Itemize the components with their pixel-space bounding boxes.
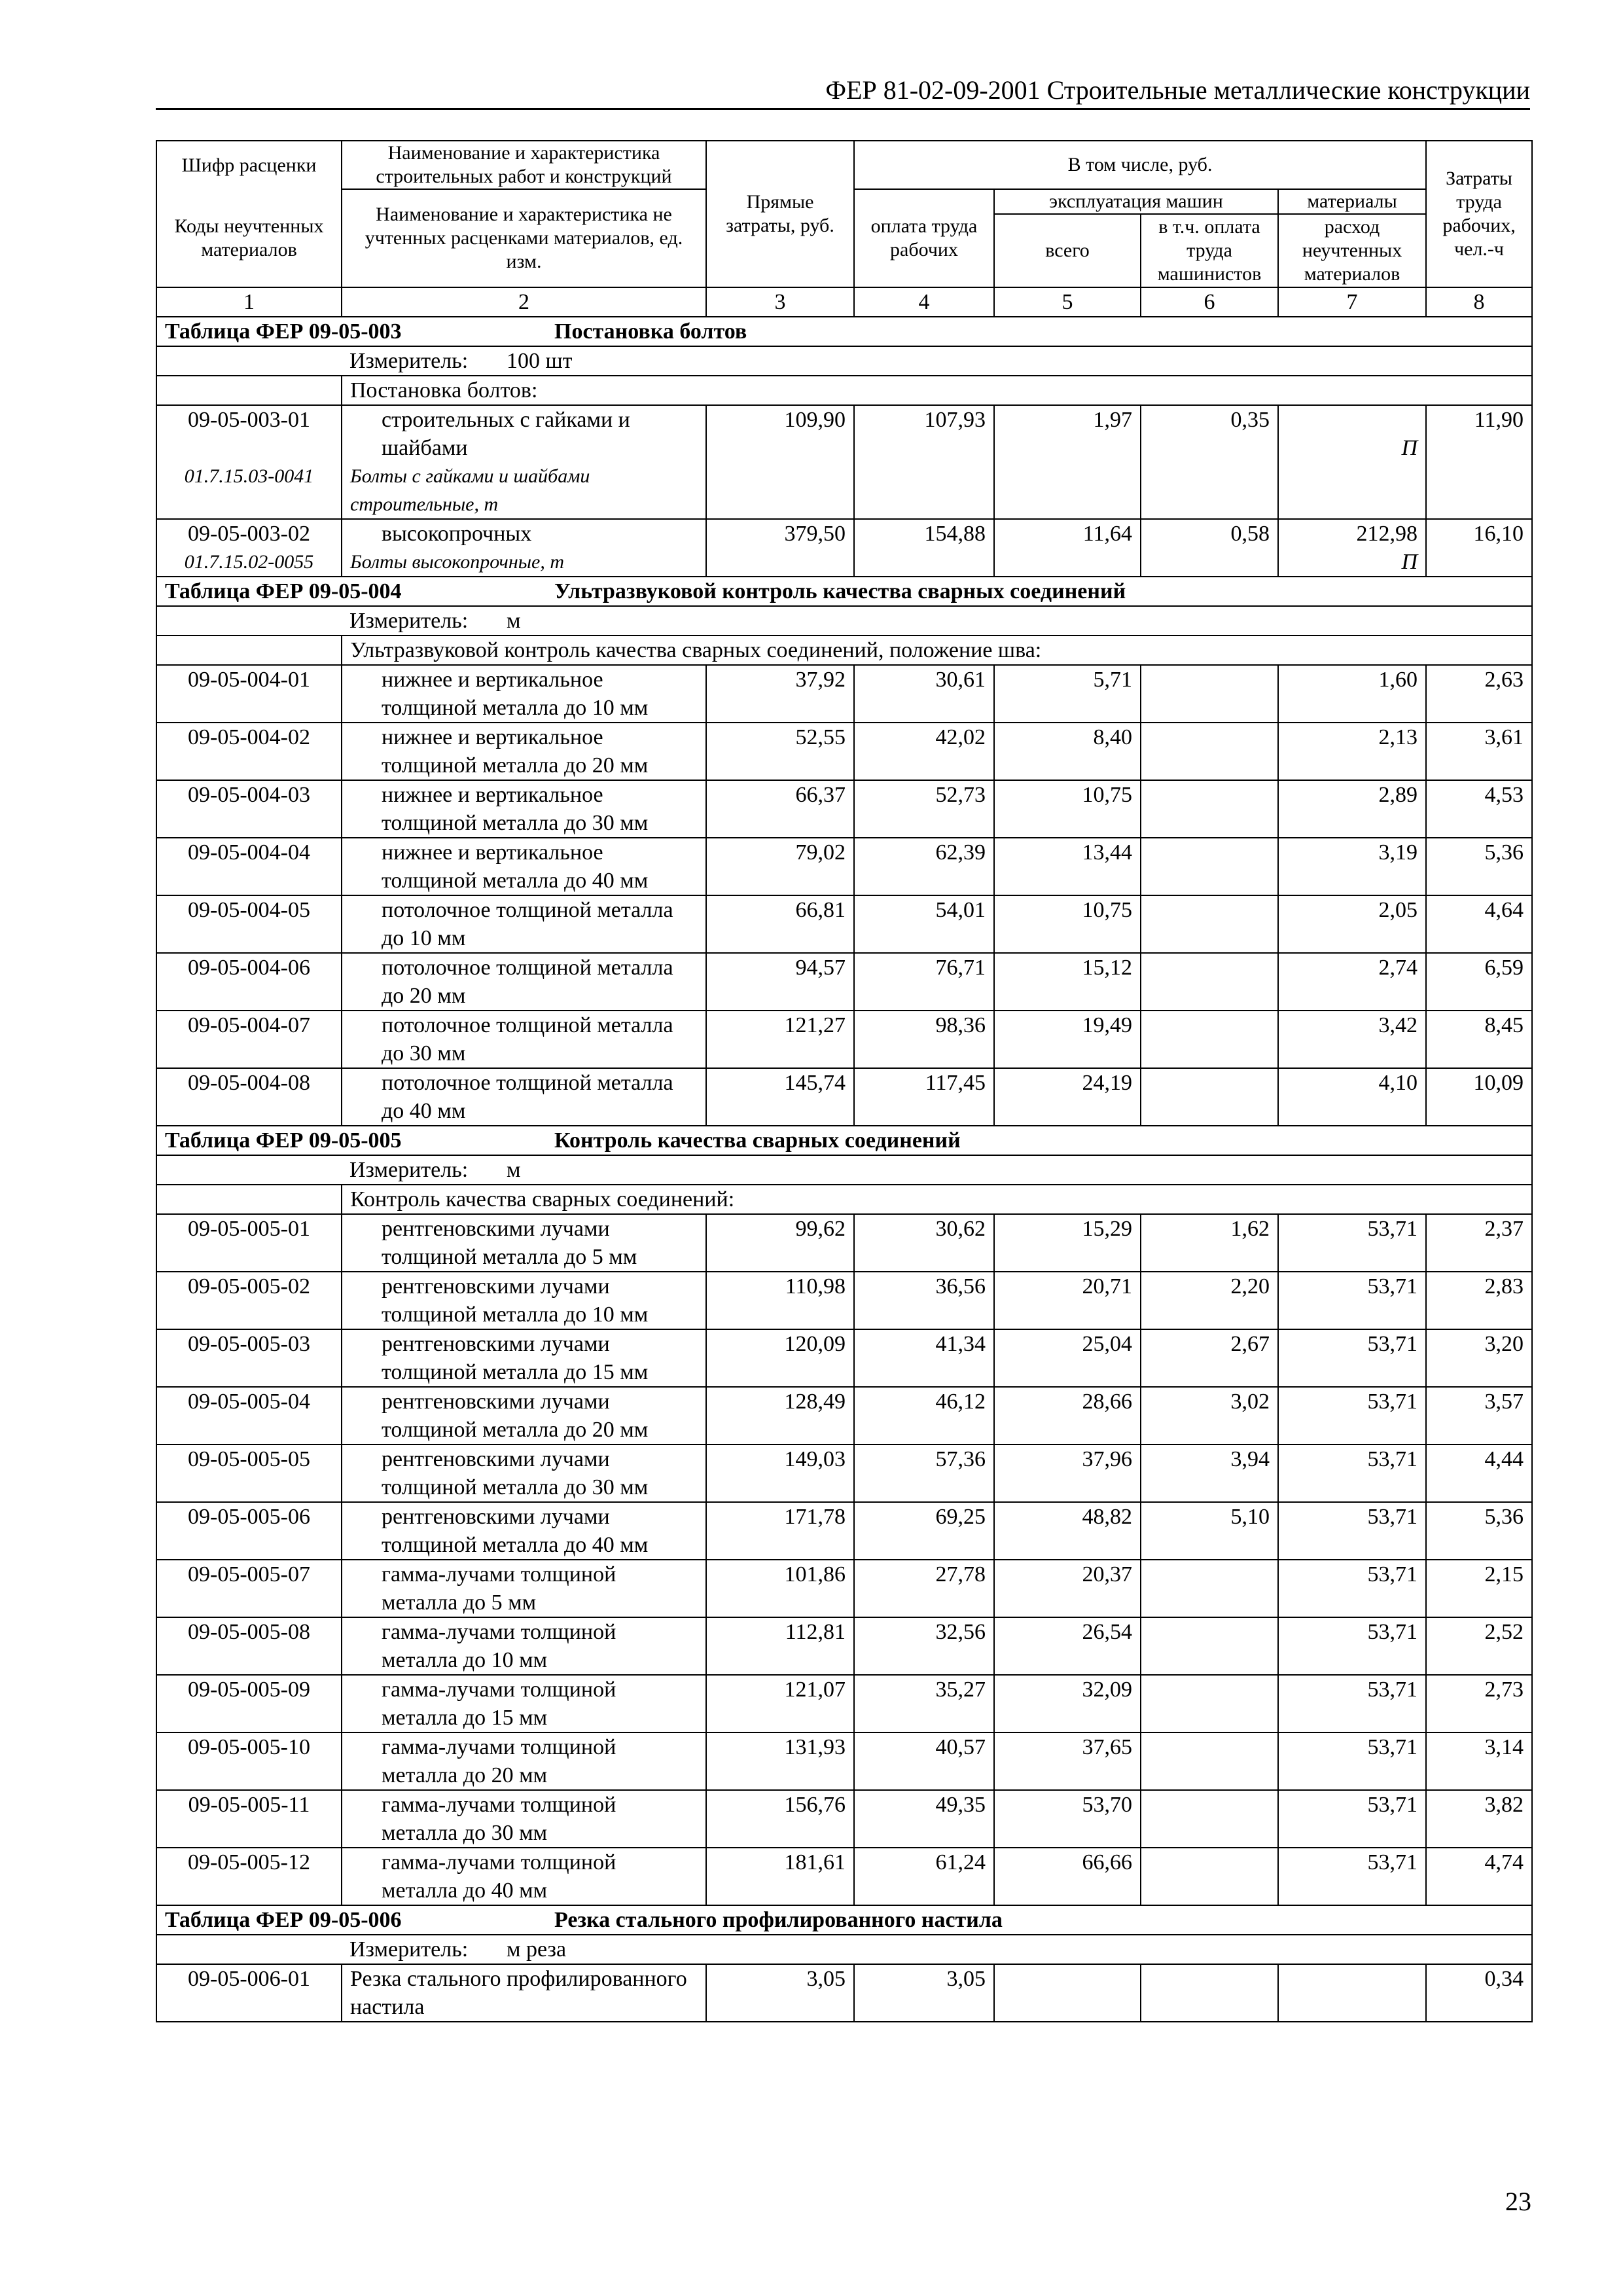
subtitle: Постановка болтов: — [342, 376, 1532, 405]
subtitle-row — [156, 1185, 1532, 1214]
row-mach-w: 5,10 — [1141, 1502, 1278, 1560]
material-name-text: Болты с гайками и шайбами строительные, т — [350, 465, 590, 515]
row-mach: 19,49 — [994, 1011, 1141, 1068]
row-mach-w — [1141, 1560, 1278, 1617]
col-materials-cons-header: расход неучтенных материалов — [1278, 214, 1426, 287]
subtitle-lead — [156, 636, 342, 665]
row-mach-w — [1141, 1617, 1278, 1675]
row-wages: 49,35 — [854, 1790, 994, 1848]
row-mach-w — [1141, 953, 1278, 1011]
row-mach-w: 0,35 — [1141, 405, 1278, 519]
col-materials-header: материалы — [1278, 189, 1426, 214]
price-table — [156, 140, 1533, 2022]
row-mat: 2,89 — [1278, 780, 1426, 838]
table-body — [156, 141, 1532, 2022]
row-labor: 10,09 — [1426, 1068, 1532, 1126]
table-row — [156, 723, 1532, 780]
row-mat: 53,71 — [1278, 1387, 1426, 1444]
row-mat: 53,71 — [1278, 1272, 1426, 1329]
row-mat — [1278, 405, 1426, 519]
row-name: потолочное толщиной металла до 30 мм — [342, 1011, 706, 1068]
row-mat: 1,60 — [1278, 665, 1426, 723]
column-number: 5 — [994, 287, 1141, 317]
row-wages: 69,25 — [854, 1502, 994, 1560]
row-mat: 53,71 — [1278, 1502, 1426, 1560]
row-labor: 3,82 — [1426, 1790, 1532, 1848]
row-mach-w — [1141, 1732, 1278, 1790]
row-code: 09-05-004-03 — [156, 780, 342, 838]
row-mat-value — [1287, 406, 1418, 434]
row-wages: 42,02 — [854, 723, 994, 780]
unit-cell — [342, 606, 1532, 636]
header-row-1 — [156, 141, 1532, 189]
table-name: Контроль качества сварных соединений — [554, 1128, 961, 1153]
row-direct: 149,03 — [706, 1444, 854, 1502]
row-labor: 2,63 — [1426, 665, 1532, 723]
row-code: 09-05-003-02 — [156, 519, 342, 548]
row-mach-w — [1141, 723, 1278, 780]
table-row — [156, 1675, 1532, 1732]
table-name: Резка стального профилированного настила — [554, 1908, 1003, 1932]
unit-label: Измеритель: — [349, 349, 469, 373]
row-code: 09-05-005-10 — [156, 1732, 342, 1790]
unit-row — [156, 606, 1532, 636]
row-mach: 25,04 — [994, 1329, 1141, 1387]
column-number: 4 — [854, 287, 994, 317]
column-number: 2 — [342, 287, 706, 317]
row-mat: 53,71 — [1278, 1675, 1426, 1732]
table-title — [156, 577, 1532, 606]
column-number: 6 — [1141, 287, 1278, 317]
table-row — [156, 1011, 1532, 1068]
col-name2-header: Наименование и характеристика не учтенных расценками материалов, ед. изм. — [342, 189, 706, 287]
table-row — [156, 1732, 1532, 1790]
row-wages: 30,62 — [854, 1214, 994, 1272]
row-mach: 20,71 — [994, 1272, 1141, 1329]
row-mat: 53,71 — [1278, 1329, 1426, 1387]
row-code: 09-05-005-07 — [156, 1560, 342, 1617]
row-mach: 37,96 — [994, 1444, 1141, 1502]
material-value-wrap — [1287, 406, 1418, 462]
table-row — [156, 1502, 1532, 1560]
row-wages: 46,12 — [854, 1387, 994, 1444]
material-code: 01.7.15.02-0055 — [156, 548, 342, 577]
row-name: гамма-лучами толщиной металла до 40 мм — [342, 1848, 706, 1905]
table-row — [156, 665, 1532, 723]
row-name: потолочное толщиной металла до 40 мм — [342, 1068, 706, 1126]
table-row — [156, 1444, 1532, 1502]
material-code: 01.7.15.03-0041 — [156, 462, 342, 519]
row-mat: 3,19 — [1278, 838, 1426, 895]
row-name: рентгеновскими лучами толщиной металла до 30 мм — [342, 1444, 706, 1502]
column-number: 1 — [156, 287, 342, 317]
row-code: 09-05-003-01 — [156, 405, 342, 462]
row-labor: 2,15 — [1426, 1560, 1532, 1617]
row-mach: 48,82 — [994, 1502, 1141, 1560]
row-mach: 37,65 — [994, 1732, 1141, 1790]
row-wages: 98,36 — [854, 1011, 994, 1068]
column-number: 3 — [706, 287, 854, 317]
row-wages: 57,36 — [854, 1444, 994, 1502]
table-row — [156, 838, 1532, 895]
table-code: Таблица ФЕР 09-05-003 — [165, 319, 402, 344]
row-labor: 16,10 — [1426, 519, 1532, 577]
row-wages: 35,27 — [854, 1675, 994, 1732]
row-name: гамма-лучами толщиной металла до 10 мм — [342, 1617, 706, 1675]
row-code: 09-05-004-02 — [156, 723, 342, 780]
table-row — [156, 1068, 1532, 1126]
row-labor: 3,20 — [1426, 1329, 1532, 1387]
row-name: потолочное толщиной металла до 20 мм — [342, 953, 706, 1011]
unit-value: м — [507, 1158, 521, 1182]
row-mat: 53,71 — [1278, 1732, 1426, 1790]
table-row — [156, 405, 1532, 462]
row-code: 09-05-004-01 — [156, 665, 342, 723]
table-title — [156, 1126, 1532, 1155]
row-mach-w — [1141, 1675, 1278, 1732]
row-name: потолочное толщиной металла до 10 мм — [342, 895, 706, 953]
row-mach: 8,40 — [994, 723, 1141, 780]
row-code: 09-05-005-08 — [156, 1617, 342, 1675]
unit-lead — [156, 346, 342, 376]
row-mach: 53,70 — [994, 1790, 1141, 1848]
row-mach-w — [1141, 665, 1278, 723]
material-value: П — [1401, 550, 1418, 574]
row-mat: 53,71 — [1278, 1444, 1426, 1502]
table-row — [156, 1272, 1532, 1329]
row-direct: 131,93 — [706, 1732, 854, 1790]
row-labor: 2,37 — [1426, 1214, 1532, 1272]
row-mach: 26,54 — [994, 1617, 1141, 1675]
col-machines-total-header: всего — [994, 214, 1141, 287]
row-direct: 109,90 — [706, 405, 854, 519]
row-mach-w — [1141, 1790, 1278, 1848]
table-row — [156, 1964, 1532, 2022]
table-title — [156, 1905, 1532, 1935]
table-title-row — [156, 577, 1532, 606]
table-row — [156, 1214, 1532, 1272]
material-name-text: Болты высокопрочные, т — [350, 551, 565, 573]
row-code: 09-05-004-07 — [156, 1011, 342, 1068]
row-direct: 156,76 — [706, 1790, 854, 1848]
unit-cell — [342, 346, 1532, 376]
col-wages-header: оплата труда рабочих — [854, 189, 994, 287]
row-direct: 145,74 — [706, 1068, 854, 1126]
row-name: гамма-лучами толщиной металла до 20 мм — [342, 1732, 706, 1790]
unit-lead — [156, 1935, 342, 1964]
row-code: 09-05-005-01 — [156, 1214, 342, 1272]
row-mach-w: 1,62 — [1141, 1214, 1278, 1272]
row-code: 09-05-005-02 — [156, 1272, 342, 1329]
subtitle-row — [156, 376, 1532, 405]
row-mat: 53,71 — [1278, 1790, 1426, 1848]
row-mach: 10,75 — [994, 780, 1141, 838]
table-row — [156, 1560, 1532, 1617]
col-codes-unaccounted-header: Коды неучтенных материалов — [156, 189, 342, 287]
subtitle: Контроль качества сварных соединений: — [342, 1185, 1532, 1214]
unit-value: м реза — [507, 1937, 567, 1962]
unit-label: Измеритель: — [349, 1158, 469, 1182]
unit-row — [156, 1155, 1532, 1185]
row-mat: 53,71 — [1278, 1617, 1426, 1675]
row-mach: 5,71 — [994, 665, 1141, 723]
row-labor: 5,36 — [1426, 1502, 1532, 1560]
row-name: рентгеновскими лучами толщиной металла до 10 мм — [342, 1272, 706, 1329]
row-name: рентгеновскими лучами толщиной металла до 5 мм — [342, 1214, 706, 1272]
row-direct: 66,37 — [706, 780, 854, 838]
row-code: 09-05-005-06 — [156, 1502, 342, 1560]
material-value: П — [1401, 436, 1418, 460]
table-row — [156, 953, 1532, 1011]
row-name: гамма-лучами толщиной металла до 5 мм — [342, 1560, 706, 1617]
row-direct: 94,57 — [706, 953, 854, 1011]
row-labor: 2,83 — [1426, 1272, 1532, 1329]
col-direct-header: Прямые затраты, руб. — [706, 141, 854, 287]
row-mach-w — [1141, 1011, 1278, 1068]
subtitle-lead — [156, 376, 342, 405]
row-mat: 53,71 — [1278, 1848, 1426, 1905]
row-wages: 76,71 — [854, 953, 994, 1011]
row-labor: 6,59 — [1426, 953, 1532, 1011]
row-wages: 27,78 — [854, 1560, 994, 1617]
table-name: Постановка болтов — [554, 319, 747, 344]
row-mach-w — [1141, 895, 1278, 953]
row-labor: 11,90 — [1426, 405, 1532, 519]
row-direct: 52,55 — [706, 723, 854, 780]
row-mach: 28,66 — [994, 1387, 1141, 1444]
table-title-row — [156, 1126, 1532, 1155]
row-code: 09-05-004-08 — [156, 1068, 342, 1126]
table-row — [156, 1617, 1532, 1675]
col-code-header: Шифр расценки — [156, 141, 342, 189]
row-labor: 2,52 — [1426, 1617, 1532, 1675]
row-code: 09-05-004-06 — [156, 953, 342, 1011]
row-labor: 5,36 — [1426, 838, 1532, 895]
row-code: 09-05-005-12 — [156, 1848, 342, 1905]
table-title — [156, 317, 1532, 346]
subtitle-row — [156, 636, 1532, 665]
row-mach: 15,12 — [994, 953, 1141, 1011]
row-name: строительных с гайками и шайбами — [342, 405, 706, 462]
row-direct: 110,98 — [706, 1272, 854, 1329]
unit-cell — [342, 1155, 1532, 1185]
row-name: рентгеновскими лучами толщиной металла до 20 мм — [342, 1387, 706, 1444]
row-direct: 99,62 — [706, 1214, 854, 1272]
row-name: нижнее и вертикальное толщиной металла до 30 мм — [342, 780, 706, 838]
row-code: 09-05-005-09 — [156, 1675, 342, 1732]
row-mat-value: 212,98 — [1356, 522, 1418, 546]
row-mach-w — [1141, 1964, 1278, 2022]
row-name: рентгеновскими лучами толщиной металла до 15 мм — [342, 1329, 706, 1387]
row-direct: 112,81 — [706, 1617, 854, 1675]
unit-value: 100 шт — [507, 349, 573, 373]
table-code: Таблица ФЕР 09-05-004 — [165, 579, 402, 603]
col-machines-header: эксплуатация машин — [994, 189, 1278, 214]
row-direct: 171,78 — [706, 1502, 854, 1560]
row-wages: 62,39 — [854, 838, 994, 895]
row-mat — [1278, 1964, 1426, 2022]
row-mat: 2,74 — [1278, 953, 1426, 1011]
row-wages: 30,61 — [854, 665, 994, 723]
row-mach: 24,19 — [994, 1068, 1141, 1126]
row-direct: 3,05 — [706, 1964, 854, 2022]
row-wages: 36,56 — [854, 1272, 994, 1329]
row-mach-w — [1141, 1068, 1278, 1126]
row-name: нижнее и вертикальное толщиной металла до 40 мм — [342, 838, 706, 895]
table-row — [156, 895, 1532, 953]
table-code: Таблица ФЕР 09-05-006 — [165, 1908, 402, 1932]
row-direct: 128,49 — [706, 1387, 854, 1444]
row-mach-w — [1141, 780, 1278, 838]
row-direct: 37,92 — [706, 665, 854, 723]
row-code: 09-05-005-04 — [156, 1387, 342, 1444]
unit-lead — [156, 606, 342, 636]
col-name-header: Наименование и характеристика строительных работ и конструкций — [342, 141, 706, 189]
column-numbers-row — [156, 287, 1532, 317]
table-row — [156, 519, 1532, 548]
row-code: 09-05-004-04 — [156, 838, 342, 895]
row-mach-w: 0,58 — [1141, 519, 1278, 577]
column-number: 8 — [1426, 287, 1532, 317]
table-row — [156, 1790, 1532, 1848]
row-mach: 11,64 — [994, 519, 1141, 577]
table-row — [156, 780, 1532, 838]
row-name: Резка стального профилированного настила — [342, 1964, 706, 2022]
row-name: рентгеновскими лучами толщиной металла до 40 мм — [342, 1502, 706, 1560]
row-direct: 66,81 — [706, 895, 854, 953]
material-name — [342, 462, 706, 519]
table-code: Таблица ФЕР 09-05-005 — [165, 1128, 402, 1153]
unit-cell — [342, 1935, 1532, 1964]
unit-row — [156, 1935, 1532, 1964]
row-mach: 32,09 — [994, 1675, 1141, 1732]
row-wages: 32,56 — [854, 1617, 994, 1675]
row-code: 09-05-005-03 — [156, 1329, 342, 1387]
row-mach: 10,75 — [994, 895, 1141, 953]
row-labor: 3,14 — [1426, 1732, 1532, 1790]
row-mat: 3,42 — [1278, 1011, 1426, 1068]
unit-value: м — [507, 609, 521, 633]
row-code: 09-05-004-05 — [156, 895, 342, 953]
row-labor: 4,44 — [1426, 1444, 1532, 1502]
row-code: 09-05-006-01 — [156, 1964, 342, 2022]
table-title-row — [156, 317, 1532, 346]
material-value-wrap — [1287, 520, 1418, 576]
row-mat: 53,71 — [1278, 1560, 1426, 1617]
row-code: 09-05-005-05 — [156, 1444, 342, 1502]
row-labor: 4,53 — [1426, 780, 1532, 838]
table-title-row — [156, 1905, 1532, 1935]
unit-label: Измеритель: — [349, 609, 469, 633]
row-labor: 0,34 — [1426, 1964, 1532, 2022]
table-row — [156, 1387, 1532, 1444]
unit-label: Измеритель: — [349, 1937, 469, 1962]
row-direct: 121,27 — [706, 1011, 854, 1068]
row-mach: 66,66 — [994, 1848, 1141, 1905]
material-name — [342, 548, 706, 577]
row-mach-w: 3,02 — [1141, 1387, 1278, 1444]
row-labor: 8,45 — [1426, 1011, 1532, 1068]
unit-row — [156, 346, 1532, 376]
row-mat: 4,10 — [1278, 1068, 1426, 1126]
row-labor: 4,64 — [1426, 895, 1532, 953]
row-labor: 4,74 — [1426, 1848, 1532, 1905]
row-wages: 40,57 — [854, 1732, 994, 1790]
table-row — [156, 1329, 1532, 1387]
column-number: 7 — [1278, 287, 1426, 317]
unit-lead — [156, 1155, 342, 1185]
col-incl-header: В том числе, руб. — [854, 141, 1426, 189]
row-direct: 181,61 — [706, 1848, 854, 1905]
subtitle-lead — [156, 1185, 342, 1214]
table-name: Ультразвуковой контроль качества сварных соединений — [554, 579, 1126, 603]
table-row — [156, 1848, 1532, 1905]
row-wages: 52,73 — [854, 780, 994, 838]
row-direct: 121,07 — [706, 1675, 854, 1732]
row-name: гамма-лучами толщиной металла до 15 мм — [342, 1675, 706, 1732]
col-labor-header: Затраты труда рабочих, чел.-ч — [1426, 141, 1532, 287]
row-mach-w — [1141, 838, 1278, 895]
row-code: 09-05-005-11 — [156, 1790, 342, 1848]
row-direct: 379,50 — [706, 519, 854, 577]
row-direct: 79,02 — [706, 838, 854, 895]
document-header: ФЕР 81-02-09-2001 Строительные металлические конструкции — [825, 75, 1530, 105]
row-mat: 2,05 — [1278, 895, 1426, 953]
row-name: нижнее и вертикальное толщиной металла до 20 мм — [342, 723, 706, 780]
row-mat: 53,71 — [1278, 1214, 1426, 1272]
row-mach-w: 2,20 — [1141, 1272, 1278, 1329]
row-labor: 3,57 — [1426, 1387, 1532, 1444]
row-mach: 1,97 — [994, 405, 1141, 519]
row-labor: 3,61 — [1426, 723, 1532, 780]
row-wages: 3,05 — [854, 1964, 994, 2022]
row-mach-w: 2,67 — [1141, 1329, 1278, 1387]
header-rule — [156, 108, 1530, 110]
row-wages: 154,88 — [854, 519, 994, 577]
row-mach: 20,37 — [994, 1560, 1141, 1617]
row-wages: 107,93 — [854, 405, 994, 519]
subtitle: Ультразвуковой контроль качества сварных соединений, положение шва: — [342, 636, 1532, 665]
row-wages: 41,34 — [854, 1329, 994, 1387]
row-direct: 120,09 — [706, 1329, 854, 1387]
row-mat — [1278, 519, 1426, 577]
row-name: гамма-лучами толщиной металла до 30 мм — [342, 1790, 706, 1848]
row-labor: 2,73 — [1426, 1675, 1532, 1732]
row-wages: 61,24 — [854, 1848, 994, 1905]
row-mach — [994, 1964, 1141, 2022]
row-wages: 54,01 — [854, 895, 994, 953]
col-machines-wages-header: в т.ч. оплата труда машинистов — [1141, 214, 1278, 287]
row-mach-w — [1141, 1848, 1278, 1905]
row-direct: 101,86 — [706, 1560, 854, 1617]
page-number: 23 — [1505, 2187, 1531, 2216]
row-name: высокопрочных — [342, 519, 706, 548]
row-mat: 2,13 — [1278, 723, 1426, 780]
row-mach-w: 3,94 — [1141, 1444, 1278, 1502]
row-mach: 13,44 — [994, 838, 1141, 895]
row-mach: 15,29 — [994, 1214, 1141, 1272]
row-name: нижнее и вертикальное толщиной металла до 10 мм — [342, 665, 706, 723]
row-wages: 117,45 — [854, 1068, 994, 1126]
